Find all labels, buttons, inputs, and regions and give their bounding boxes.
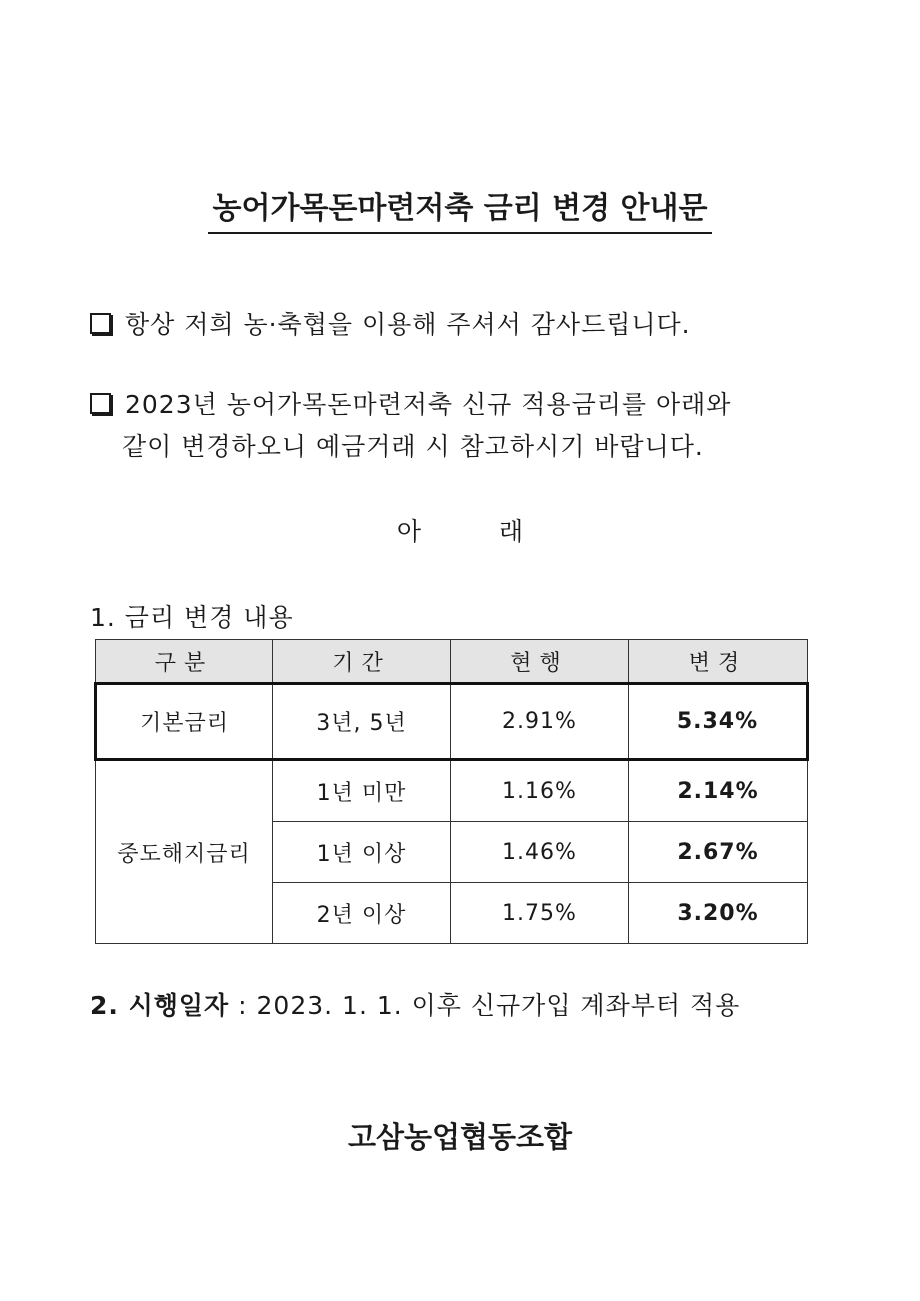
interest-rate-table — [94, 639, 809, 944]
cell-current: 1.75% — [451, 883, 629, 944]
header-changed: 변경 — [629, 640, 808, 684]
cell-period: 1년 이상 — [273, 822, 451, 883]
cell-category: 기본금리 — [96, 684, 273, 760]
document-title: 농어가목돈마련저축 금리 변경 안내문 — [0, 183, 920, 227]
organization-name: 고삼농업협동조합 — [347, 1120, 573, 1154]
table-row-basic-rate — [96, 684, 808, 760]
cell-category-early-termination: 중도해지금리 — [96, 760, 273, 944]
section-1-heading: 1. 금리 변경 내용 — [90, 603, 294, 632]
cell-changed: 2.14% — [629, 760, 808, 822]
intro-paragraph-1: 항상 저희 농·축협을 이용해 주셔서 감사드립니다. — [90, 304, 691, 346]
section-2-text: : 2023. 1. 1. 이후 신규가입 계좌부터 적용 — [229, 991, 741, 1020]
section-2-label: 2. 시행일자 — [90, 991, 230, 1020]
header-category: 구분 — [96, 640, 273, 684]
checkbox-bullet-icon — [90, 393, 111, 414]
cell-current: 1.46% — [451, 822, 629, 883]
table-row — [96, 760, 808, 822]
cell-period: 1년 미만 — [273, 760, 451, 822]
header-current: 현행 — [451, 640, 629, 684]
section-2-line — [90, 986, 740, 1022]
cell-current: 2.91% — [451, 684, 629, 760]
cell-period: 3년, 5년 — [273, 684, 451, 760]
cell-current: 1.16% — [451, 760, 629, 822]
below-heading: 아 래 — [396, 517, 524, 546]
cell-changed: 3.20% — [629, 883, 808, 944]
intro-paragraph-2: 2023년 농어가목돈마련저축 신규 적용금리를 아래와 같이 변경하오니 예금거래 시 참고하시기 바랍니다. — [90, 384, 731, 468]
header-period: 기간 — [273, 640, 451, 684]
table-header-row — [96, 640, 808, 684]
cell-changed: 5.34% — [629, 684, 808, 760]
cell-changed: 2.67% — [629, 822, 808, 883]
checkbox-bullet-icon — [90, 313, 111, 334]
cell-period: 2년 이상 — [273, 883, 451, 944]
